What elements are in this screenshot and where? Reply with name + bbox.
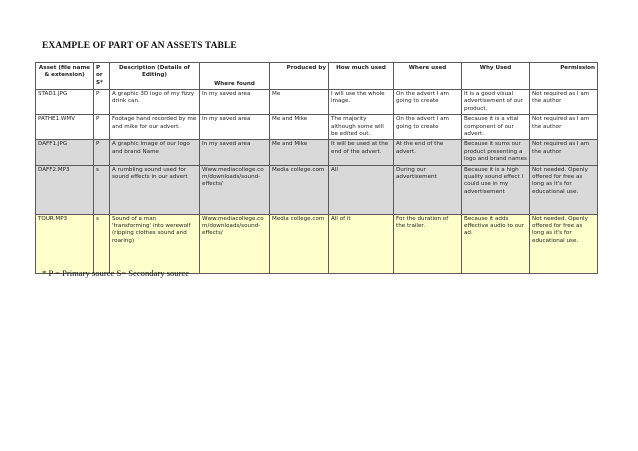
cell-produced-by: Me bbox=[270, 90, 329, 115]
header-row bbox=[36, 63, 598, 90]
cell-how-much-used: I will use the whole image. bbox=[329, 90, 394, 115]
cell-why-used: Because it is a high quality sound effect I could use in my advertisement bbox=[462, 165, 530, 214]
cell-where-found: Www.mediacollege.com/downloads/sound-effects/ bbox=[200, 214, 270, 273]
cell-description: Sound of a man 'transforming' into werewolf (ripping clothes sound and roaring) bbox=[110, 214, 200, 273]
col-header-asset: Asset (file name & extension) bbox=[36, 63, 94, 90]
cell-how-much-used: All of it bbox=[329, 214, 394, 273]
cell-how-much-used: All bbox=[329, 165, 394, 214]
cell-p-or-s: P bbox=[94, 90, 110, 115]
cell-asset: DAFF2.MP3 bbox=[36, 165, 94, 214]
cell-permission: Not needed. Openly offered for free as long as it's for educational use. bbox=[530, 165, 598, 214]
cell-how-much-used: The majority although some will be edited out. bbox=[329, 115, 394, 140]
cell-asset: TOUR.MP3 bbox=[36, 214, 94, 273]
cell-description: A rumbling sound used for sound effects in our advert bbox=[110, 165, 200, 214]
cell-why-used: It is a good visual advertisement of our product. bbox=[462, 90, 530, 115]
table-row bbox=[36, 165, 598, 214]
cell-description: A graphic Image of our logo and brand Name bbox=[110, 140, 200, 165]
cell-where-used: On the advert I am going to create bbox=[394, 115, 462, 140]
col-header-where-used: Where used bbox=[394, 63, 462, 90]
cell-permission: Not required as I am the author bbox=[530, 140, 598, 165]
cell-p-or-s: s bbox=[94, 214, 110, 273]
cell-produced-by: Media college.com bbox=[270, 214, 329, 273]
col-header-permission: Permission bbox=[530, 63, 598, 90]
cell-how-much-used: It will be used at the end of the advert. bbox=[329, 140, 394, 165]
cell-where-used: For the duration of the trailer. bbox=[394, 214, 462, 273]
cell-where-found: In my saved area bbox=[200, 140, 270, 165]
col-header-why-used: Why Used bbox=[462, 63, 530, 90]
cell-why-used: Because it is a vital component of our advert. bbox=[462, 115, 530, 140]
cell-asset: PATHE1.WMV bbox=[36, 115, 94, 140]
assets-table bbox=[35, 62, 598, 274]
footnote: * P = Primary source S= Secondary source bbox=[42, 268, 190, 278]
cell-permission: Not needed. Openly offered for free as long as it's for educational use. bbox=[530, 214, 598, 273]
table-row bbox=[36, 115, 598, 140]
cell-why-used: Because it adds effective audio to our ad. bbox=[462, 214, 530, 273]
cell-produced-by: Me and Mike bbox=[270, 140, 329, 165]
cell-where-used: During our advertisement bbox=[394, 165, 462, 214]
cell-p-or-s: P bbox=[94, 115, 110, 140]
cell-asset: STAD1.JPG bbox=[36, 90, 94, 115]
cell-why-used: Because it sums our product presenting a logo and brand names bbox=[462, 140, 530, 165]
col-header-produced-by: Produced by bbox=[270, 63, 329, 90]
cell-description: Footage hand recorded by me and mike for our advert. bbox=[110, 115, 200, 140]
table-row bbox=[36, 140, 598, 165]
cell-produced-by: Media college.com bbox=[270, 165, 329, 214]
table-row bbox=[36, 214, 598, 273]
cell-where-used: At the end of the advert. bbox=[394, 140, 462, 165]
cell-permission: Not required as I am the author bbox=[530, 90, 598, 115]
col-header-p-or-s: P or S* bbox=[94, 63, 110, 90]
cell-p-or-s: s bbox=[94, 165, 110, 214]
col-header-where-found: Where found bbox=[200, 63, 270, 90]
cell-produced-by: Me and Mike bbox=[270, 115, 329, 140]
cell-asset: DAFF1.JPG bbox=[36, 140, 94, 165]
col-header-description: Description (Details of Editing) bbox=[110, 63, 200, 90]
cell-p-or-s: P bbox=[94, 140, 110, 165]
cell-description: A graphic 3D logo of my fizzy drink can. bbox=[110, 90, 200, 115]
cell-where-used: On the advert I am going to create bbox=[394, 90, 462, 115]
table-title: EXAMPLE OF PART OF AN ASSETS TABLE bbox=[42, 41, 237, 51]
table-row bbox=[36, 90, 598, 115]
cell-where-found: In my saved area bbox=[200, 90, 270, 115]
cell-permission: Not required as I am the author bbox=[530, 115, 598, 140]
cell-where-found: In my saved area bbox=[200, 115, 270, 140]
cell-where-found: Www.mediacollege.com/downloads/sound-effects/ bbox=[200, 165, 270, 214]
col-header-how-much-used: How much used bbox=[329, 63, 394, 90]
